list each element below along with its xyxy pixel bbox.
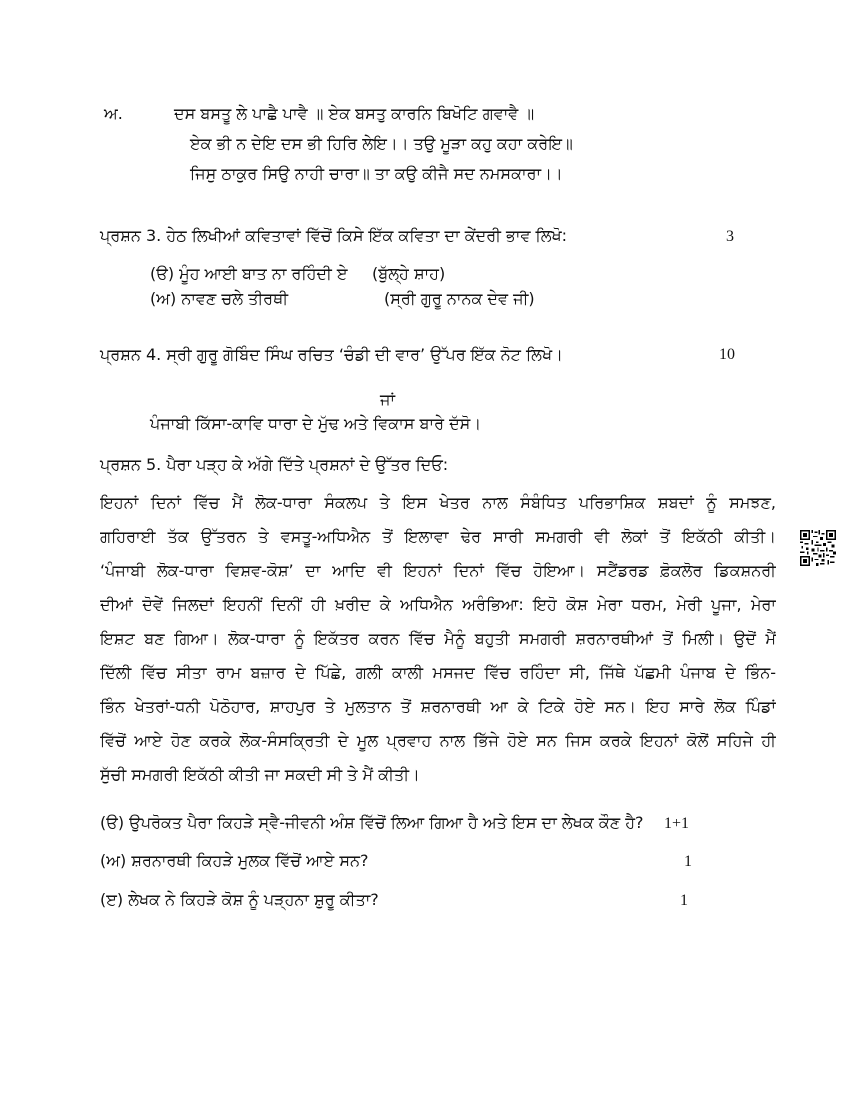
subquestion-b-marks: 1	[684, 853, 692, 870]
paragraph-line: ਦੀਆਂ ਦੋਵੇਂ ਜਿਲਦਾਂ ਇਹਨੀਂ ਦਿਨੀਂ ਹੀ ਖ਼ਰੀਦ ਕੇ ਅਧਿਐਨ ਅਰੰਭਿਆ: ਇਹੋ ਕੋਸ਼ ਮੇਰਾ ਧਰਮ, ਮੇਰੀ ਪੂਜਾ, ਮੇਰਾ	[100, 595, 776, 614]
question-4-alternative: ਪੰਜਾਬੀ ਕਿੱਸਾ-ਕਾਵਿ ਧਾਰਾ ਦੇ ਮੁੱਢ ਅਤੇ ਵਿਕਾਸ ਬਾਰੇ ਦੱਸੋ।	[150, 414, 482, 433]
question-4-marks: 10	[719, 346, 735, 363]
question-5-text: ਪ੍ਰਸ਼ਨ 5. ਪੈਰਾ ਪੜ੍ਹ ਕੇ ਅੱਗੇ ਦਿੱਤੇ ਪ੍ਰਸ਼ਨਾਂ ਦੇ ਉੱਤਰ ਦਿਓ:	[100, 455, 449, 474]
qr-code-icon	[800, 530, 836, 566]
verse-marker: ਅ.	[104, 104, 123, 123]
q3-option-b-label: (ਅ) ਨਾਵਣ ਚਲੇ ਤੀਰਥੀ	[150, 289, 289, 308]
verse-line-3: ਜਿਸੁ ਠਾਕੁਰ ਸਿਉ ਨਾਹੀ ਚਾਰਾ॥ ਤਾ ਕਉ ਕੀਜੈ ਸਦ ਨਮਸਕਾਰਾ।।	[190, 164, 563, 183]
paragraph-line: ‘ਪੰਜਾਬੀ ਲੋਕ-ਧਾਰਾ ਵਿਸ਼ਵ-ਕੋਸ਼’ ਦਾ ਆਦਿ ਵੀ ਇਹਨਾਂ ਦਿਨਾਂ ਵਿੱਚ ਹੋਇਆ। ਸਟੈਂਡਰਡ ਫ਼ੋਕਲੋਰ ਡਿਕਸ਼ਨਰੀ	[100, 561, 776, 580]
paragraph-line: ਵਿੱਚੋਂ ਆਏ ਹੋਣ ਕਰਕੇ ਲੋਕ-ਸੰਸਕ੍ਰਿਤੀ ਦੇ ਮੂਲ ਪ੍ਰਵਾਹ ਨਾਲ ਭਿੱਜੇ ਹੋਏ ਸਨ ਜਿਸ ਕਰਕੇ ਇਹਨਾਂ ਕੋਲੋਂ ਸਹਿਜੇ ਹੀ	[100, 731, 776, 750]
question-3-marks: 3	[726, 228, 734, 245]
question-4-text: ਪ੍ਰਸ਼ਨ 4. ਸ੍ਰੀ ਗੁਰੂ ਗੋਬਿੰਦ ਸਿੰਘ ਰਚਿਤ ‘ਚੰਡੀ ਦੀ ਵਾਰ’ ਉੱਪਰ ਇੱਕ ਨੋਟ ਲਿਖੋ।	[100, 345, 563, 364]
subquestion-a-text: (ੳ) ਉਪਰੋਕਤ ਪੈਰਾ ਕਿਹੜੇ ਸ੍ਵੈ-ਜੀਵਨੀ ਅੰਸ਼ ਵਿੱਚੋਂ ਲਿਆ ਗਿਆ ਹੈ ਅਤੇ ਇਸ ਦਾ ਲੇਖਕ ਕੌਣ ਹੈ?	[100, 813, 644, 832]
subquestion-c-text: (ੲ) ਲੇਖਕ ਨੇ ਕਿਹੜੇ ਕੋਸ਼ ਨੂੰ ਪੜ੍ਹਨਾ ਸ਼ੁਰੂ ਕੀਤਾ?	[100, 890, 379, 909]
paragraph-line: ਸੁੱਚੀ ਸਮਗਰੀ ਇਕੱਠੀ ਕੀਤੀ ਜਾ ਸਕਦੀ ਸੀ ਤੇ ਮੈਂ ਕੀਤੀ।	[100, 765, 420, 784]
q5-paragraph	[100, 486, 776, 792]
question-3-text: ਪ੍ਰਸ਼ਨ 3. ਹੇਠ ਲਿਖੀਆਂ ਕਵਿਤਾਵਾਂ ਵਿੱਚੋਂ ਕਿਸੇ ਇੱਕ ਕਵਿਤਾ ਦਾ ਕੇਂਦਰੀ ਭਾਵ ਲਿਖੋ:	[100, 226, 568, 245]
verse-line-1: ਦਸ ਬਸਤੂ ਲੇ ਪਾਛੈ ਪਾਵੈ ॥ ਏਕ ਬਸਤੁ ਕਾਰਨਿ ਬਿਖੋਟਿ ਗਵਾਵੈ ॥	[174, 104, 535, 123]
paragraph-line: ਇਹਨਾਂ ਦਿਨਾਂ ਵਿੱਚ ਮੈਂ ਲੋਕ-ਧਾਰਾ ਸੰਕਲਪ ਤੇ ਇਸ ਖੇਤਰ ਨਾਲ ਸੰਬੰਧਿਤ ਪਰਿਭਾਸ਼ਿਕ ਸ਼ਬਦਾਂ ਨੂੰ ਸਮਝਣ,	[100, 493, 776, 512]
verse-line-2: ਏਕ ਭੀ ਨ ਦੇਇ ਦਸ ਭੀ ਹਿਰਿ ਲੇਇ।। ਤਉ ਮੂੜਾ ਕਹੁ ਕਹਾ ਕਰੇਇ॥	[190, 134, 573, 153]
subquestion-b-text: (ਅ) ਸ਼ਰਨਾਰਥੀ ਕਿਹੜੇ ਮੁਲਕ ਵਿੱਚੋਂ ਆਏ ਸਨ?	[100, 851, 369, 870]
subquestion-c-marks: 1	[680, 892, 688, 909]
paragraph-line: ਗਹਿਰਾਈ ਤੱਕ ਉੱਤਰਨ ਤੇ ਵਸਤੂ-ਅਧਿਐਨ ਤੋਂ ਇਲਾਵਾ ਢੇਰ ਸਾਰੀ ਸਮਗਰੀ ਵੀ ਲੋਕਾਂ ਤੋਂ ਇਕੱਠੀ ਕੀਤੀ।	[100, 527, 776, 546]
paragraph-line: ਦਿੱਲੀ ਵਿੱਚ ਸੀਤਾ ਰਾਮ ਬਜ਼ਾਰ ਦੇ ਪਿੱਛੇ, ਗਲੀ ਕਾਲੀ ਮਸਜਦ ਵਿੱਚ ਰਹਿੰਦਾ ਸੀ, ਜਿੱਥੇ ਪੱਛਮੀ ਪੰਜਾਬ ਦੇ ਭਿੰਨ-	[100, 663, 776, 682]
q3-option-a-label: (ੳ) ਮੂੰਹ ਆਈ ਬਾਤ ਨਾ ਰਹਿੰਦੀ ਏ	[150, 264, 348, 283]
subquestion-a-marks: 1+1	[664, 815, 690, 832]
question-4-or: ਜਾਂ	[380, 390, 395, 409]
q3-option-a-author: (ਬੁੱਲ੍ਹੇ ਸ਼ਾਹ)	[372, 264, 446, 283]
q3-option-b-author: (ਸ੍ਰੀ ਗੁਰੂ ਨਾਨਕ ਦੇਵ ਜੀ)	[384, 289, 535, 308]
paragraph-line: ਭਿੰਨ ਖੇਤਰਾਂ-ਧਨੀ ਪੋਠੋਹਾਰ, ਸ਼ਾਹਪੁਰ ਤੇ ਮੁਲਤਾਨ ਤੋਂ ਸ਼ਰਨਾਰਥੀ ਆ ਕੇ ਟਿਕੇ ਹੋਏ ਸਨ। ਇਹ ਸਾਰੇ ਲੋਕ ਪਿੰਡਾਂ	[100, 697, 776, 716]
paragraph-line: ਇਸ਼ਟ ਬਣ ਗਿਆ। ਲੋਕ-ਧਾਰਾ ਨੂੰ ਇਕੱਤਰ ਕਰਨ ਵਿੱਚ ਮੈਨੂੰ ਬਹੁਤੀ ਸਮਗਰੀ ਸ਼ਰਨਾਰਥੀਆਂ ਤੋਂ ਮਿਲੀ। ਉਦੋਂ ਮੈਂ	[100, 629, 776, 648]
